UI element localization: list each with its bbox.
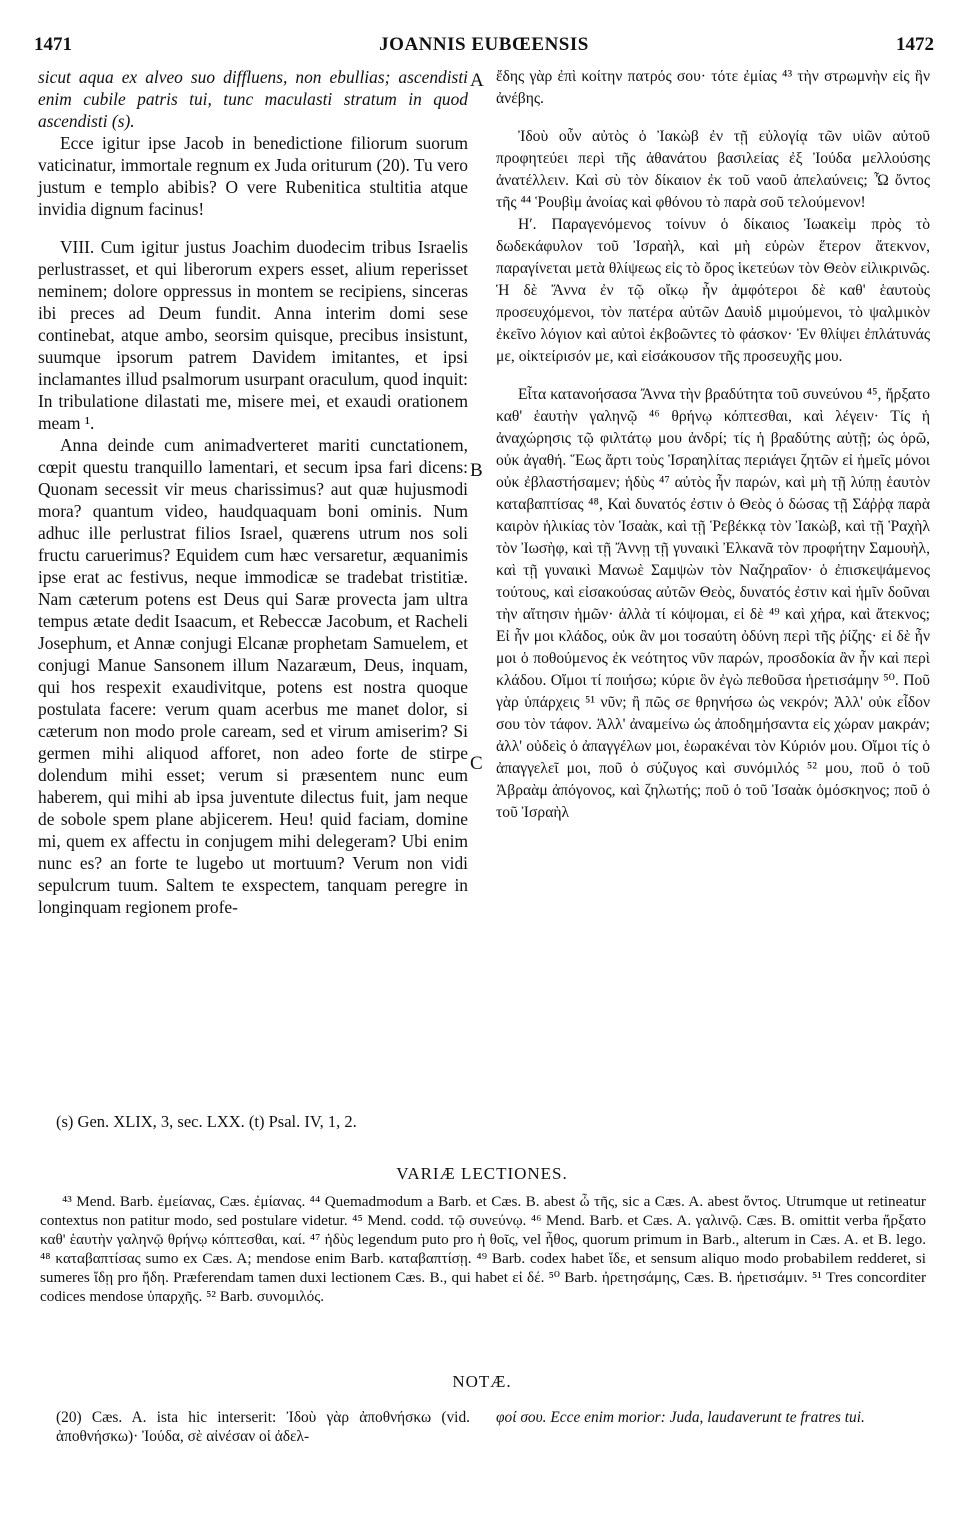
- greek-paragraph: Εἶτα κατανοήσασα Ἄννα τὴν βραδύτητα τοῦ συνεύνου ⁴⁵, ἤρξατο καθ' ἑαυτὴν γαληνῷ ⁴⁶ θρήνῳ κόπτεσθαι, καὶ λέγειν· Τίς ἡ ἀναχώρησις τῷ φιλτάτῳ μου ἀνδρί; τίς ἡ βραδύτης αὐτῇ; ὡς ὁρῶ, οὐκ ἀγαθή. Ἕως ἄρτι τοὺς Ἰσραηλίτας περιάγει ζητῶν εἰ ἡμεῖς μόνοι οὐκ ἐβλαστήσαμεν; ἡδὺς ⁴⁷ αὐτὸς ἦν παρών, καὶ μὴ τῇ λύπῃ ἑαυτὸν καταβαπτίσας ⁴⁸, Καὶ δυνατός ἐστιν ὁ Θεὸς ὁ δώσας τῇ Σάῤῥᾳ παρὰ καιρὸν ἡλικίας τὸν Ἰσαὰκ, καὶ τῇ Ῥεβέκκᾳ τὸν Ἰακὼβ, καὶ τῇ Ῥαχὴλ τὸν Ἰωσὴφ, καὶ τῇ Ἄννῃ τῇ γυναικὶ Ἐλκανᾶ τὸν προφήτην Σαμουὴλ, καὶ τῇ γυναικὶ Μανωὲ Σαμψὼν τὸν Ναζηραῖον· ὁ ἐπισκεψάμενος τούτους, καὶ εἰσακούσας αὐτῶν Θεὸς, δυνατός ἐστιν καὶ ἡμῖν δοῦναι τὴν αἴτησιν ἡμῶν· ἀλλὰ τί κόψομαι, εἰ δὲ ⁴⁹ καὶ χήρα, καὶ ἄτεκνος; Εἰ ἦν μοι κλάδος, οὐκ ἂν μοι τοσαύτη ὀδύνη περὶ τῆς ῥίζης· εἰ δὲ ἦν μοι ὁ ποθούμενος ἐκ νεότητος νῦν παρών, προσδοκία ἂν ἦν καὶ περὶ κλάδου. Οἴμοι τί ποιήσω; κύριε ὃν ἐγὼ πεθοῦσα ἡρετισάμην ⁵⁰. Ποῦ γὰρ ὑπάρχεις ⁵¹ νῦν; ἢ πῶς σε θρηνήσω ὡς νεκρόν; Ἀλλ' οὐκ εἶδον σου τὸν τάφον. Ἀλλ' ἀναμείνω ὡς ἀποδημήσαντα εἰς χώραν μακράν; ἀλλ' οὐδεὶς ὁ ἀπαγγέλων μοι, ἑωρακέναι τὸν Κύριόν μου. Οἴμοι τίς ὁ ἀπαγγελεῖ μοι, ποῦ ὁ σύζυγος καὶ συνόμιλός ⁵² μου, ποῦ ὁ τοῦ Ἀβραὰμ ἀπόγονος, καὶ ζηλωτής; ποῦ ὁ τοῦ Ἰσαὰκ ὁμόσκηνος; ποῦ ὁ τοῦ Ἰσραὴλ: [496, 386, 930, 821]
- page-number-left: 1471: [34, 34, 72, 55]
- notae-heading: NOTÆ.: [452, 1372, 512, 1391]
- latin-paragraph: sicut aqua ex alveo suo diffluens, non ebullias; ascendisti enim cubile patris tui, tunc maculasti stratum in quod ascendisti (s).: [38, 67, 468, 131]
- running-header: [34, 34, 934, 60]
- latin-paragraph: Ecce igitur ipse Jacob in benedictione filiorum suorum vaticinatur, immortale regnum ex Juda oriturum (20). Tu vero justum e templo abibis? O vere Rubenitica stultitia atque invidia dignum facinus!: [38, 133, 468, 219]
- greek-paragraph: ἔδης γὰρ ἐπὶ κοίτην πατρός σου· τότε ἐμίας ⁴³ τὴν στρωμνὴν εἰς ἣν ἀνέβης.: [496, 68, 930, 107]
- margin-letter-b: B: [470, 460, 483, 481]
- note-right-column: φοί σου. Ecce enim morior: Juda, laudaverunt te fratres tui.: [496, 1409, 865, 1426]
- note-left-column: (20) Cæs. A. ista hic interserit: Ἰδοὺ γὰρ ἀποθνήσκω (vid. ἀποθνήσκω)· Ἰούδα, σὲ αἰνέσαν οἱ ἀδελ-: [56, 1409, 470, 1445]
- latin-column: [38, 66, 468, 918]
- scripture-citations: (s) Gen. XLIX, 3, sec. LXX. (t) Psal. IV, 1, 2.: [56, 1112, 357, 1131]
- latin-paragraph: VIII. Cum igitur justus Joachim duodecim tribus Israelis perlustrasset, et qui liberorum expers esset, alium reperisset neminem; dolore oppressus in montem se recipiens, sinceras ibi preces ad Deum fundit. Anna interim domi sese continebat, atque ambo, seorsim quisque, precibus insistunt, suumque ipsorum patrem Davidem imitantes, et ipsi inclamantes illud psalmorum usurpant oraculum, quod inquit: In tribulatione dilastati me, misere mei, et exaudi orationem meam ¹.: [38, 237, 468, 433]
- variae-lectiones-text: ⁴³ Mend. Barb. ἐμείανας, Cæs. ἐμίανας. ⁴⁴ Quemadmodum a Barb. et Cæs. B. abest ὦ τῆς, sic a Cæs. A. abest ὄντος. Utrumque ut retineatur contextus non patitur modo, sed postulare videtur. ⁴⁵ Mend. codd. τῷ συνεύνῳ. ⁴⁶ Mend. Barb. et Cæs. A. γαλινῷ. Cæs. B. omittit verba ἤρξατο καθ' ἑαυτὴν γαληνῷ θρήνῳ κόπτεσθαι, καί. ⁴⁷ ἡδὺς legendum puto pro ἡ θοῖς, vel ἦθος, quorum primum in Barb., alterum in Cæs. A. et B. lego. ⁴⁸ καταβαπτίσας sumo ex Cæs. A; mendose enim Barb. καταβαπτίσῃ. ⁴⁹ Barb. codex habet ἴδε, et sensum aliquo modo probabilem redderet, si sumeres ἴδῃ pro ἤδη. Præferendam tamen duxi lectionem Cæs. B., qui habet εἰ δέ. ⁵⁰ Barb. ἠρετησάμης, Cæs. B. ἠρετισάμιν. ⁵¹ Tres concorditer codices mendose ὑπαρχῆς. ⁵² Barb. συνομιλός.: [40, 1193, 926, 1305]
- latin-paragraph: Anna deinde cum animadverteret mariti cunctationem, cœpit questu tranquillo lamentari, et secum ipsa fari dicens: Quonam secessit vir meus charissimus? aut quæ hujusmodi mora? quantum video, haudquaquam boni ominis. Num adhuc ille perlustrat filios Israel, quærens utrum nos soli fructu caruerimus? Equidem cum hæc versaretur, æquanimis ipse erat ac festivus, neque immodicæ se tradebat tristitiæ. Nam cæterum potens est Deus qui Saræ provecta jam ultra tempus ætate dedit Isaacum, et Rebeccæ Jacobum, et Racheli Josephum, et Annæ conjugi Elcanæ prophetam Samuelem, et conjugi Manue Sansonem illum Nazaræum, Deus, inquam, qui hos respexit exaudivitque, potens est nostra quoque postulata facere: verum quam acerbus me manet dolor, si cæterum non modo prole caream, sed et virum amiserim? Si germen mihi aliquod afforet, non adeo forte de stirpe dolendum mihi esset; verum si præsentem nunc eum haberem, qui mihi ab ipsa juventute dilectus fuit, jam neque de sobole spem plane abjicerem. Heu! quid faciam, domine mi, quem ex affectu in conjugem mihi delegeram? Ubi enim nunc es? an forte te lugebo ut mortuum? Verum non vidi sepulcrum tuum. Saltem te exspectem, tanquam peregre in longinquam regionem profe-: [38, 435, 468, 917]
- greek-column: [496, 66, 930, 824]
- spacer: [496, 110, 930, 126]
- greek-paragraph: Η′. Παραγενόμενος τοίνυν ὁ δίκαιος Ἰωακεὶμ πρὸς τὸ δωδεκάφυλον τοῦ Ἰσραὴλ, καὶ μὴ εὑρὼν ἕτερον ἄτεκνον, παραγίνεται μετὰ θλίψεως εἰς τὸ ὄρος ἱκετεύων τὸν Θεὸν εἰλικρινῶς. Ἡ δὲ Ἄννα ἐν τῷ οἴκῳ ἦν ἀμφότεροι δὲ καθ' ἑαυτοὺς προσευχόμενοι, τὸν πατέρα αὐτῶν Δαυὶδ μιμούμενοι, τὸ ψαλμικὸν ἐκεῖνο λόγιον καὶ αὐτοὶ ἐκβοῶντες τὸ φάσκον· Ἐν θλίψει ἐπλάτυνάς με, οἰκτείρισόν με, καὶ εἰσάκουσον τῆς προσευχῆς μου.: [496, 216, 930, 365]
- page-number-right: 1472: [896, 34, 934, 55]
- spacer: [38, 220, 468, 236]
- spacer: [496, 368, 930, 384]
- margin-letter-a: A: [470, 70, 484, 91]
- running-title: JOANNIS EUBŒENSIS: [379, 34, 589, 55]
- margin-letter-c: C: [470, 753, 483, 774]
- greek-paragraph: Ἰδοὺ οὖν αὐτὸς ὁ Ἰακὼβ ἐν τῇ εὐλογίᾳ τῶν υἱῶν αὐτοῦ προφητεύει περὶ τῆς ἀθανάτου βασιλείας ἐξ Ἰούδα μελλούσης ἀνατέλλειν. Καὶ σὺ τὸν δίκαιον ἐκ τοῦ ναοῦ ἀπελαύνεις; Ὦ ὄντος τῆς ⁴⁴ Ῥουβὶμ ἀνοίας καὶ φθόνου τὸ παρὰ σοῦ τελούμενον!: [496, 128, 930, 211]
- variae-lectiones-heading: VARIÆ LECTIONES.: [396, 1164, 568, 1183]
